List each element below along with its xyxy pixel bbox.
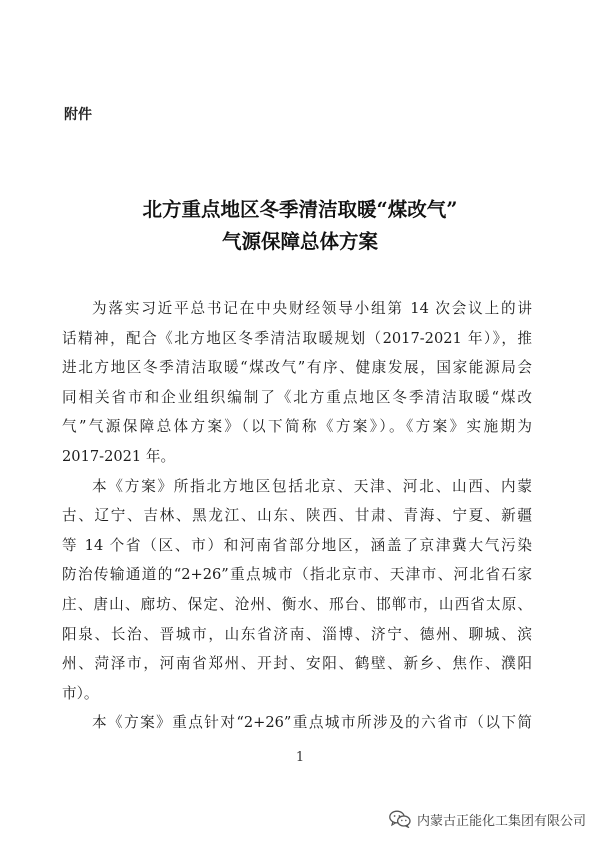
text-line: 防治传输通道的“2+26”重点城市（指北京市、天津市、河北省石家 [62,566,532,584]
title-line-1: 北方重点地区冬季清洁取暖“煤改气” [142,198,458,221]
paragraph-1 [62,294,532,472]
text-line: 话精神，配合《北方地区冬季清洁取暖规划（2017-2021 年）》，推 [62,329,532,347]
watermark [389,808,586,830]
text-line: 州、菏泽市，河南省郑州、开封、安阳、鹤壁、新乡、焦作、濮阳 [62,655,532,673]
text-line: 气”气源保障总体方案》（以下简称《方案》）。《方案》实施期为 [62,418,532,436]
text-line: 同相关省市和企业组织编制了《北方重点地区冬季清洁取暖“煤改 [62,388,532,406]
text-line: 2017-2021 年。 [62,447,176,465]
text-line: 本《方案》所指北方地区包括北京、天津、河北、山西、内蒙 [92,477,532,495]
text-line: 阳泉、长治、晋城市，山东省济南、淄博、济宁、德州、聊城、滨 [62,625,532,643]
document-body [62,294,532,738]
text-line: 本《方案》重点针对“2+26”重点城市所涉及的六省市（以下简 [92,714,532,732]
text-line: 市）。 [62,684,99,702]
page-number: 1 [295,750,305,765]
text-line: 为落实习近平总书记在中央财经领导小组第 14 次会议上的讲 [92,300,532,317]
watermark-text: 内蒙古正能化工集团有限公司 [416,813,586,829]
wechat-icon [389,810,411,828]
paragraph-2 [62,472,532,709]
text-line: 庄、唐山、廊坊、保定、沧州、衡水、邢台、邯郸市，山西省太原、 [62,595,532,613]
document-title [0,194,600,258]
title-line-2: 气源保障总体方案 [221,230,378,253]
paragraph-3 [62,708,532,738]
text-line: 等 14 个省（区、市）和河南省部分地区，涵盖了京津冀大气污染 [62,536,532,554]
attachment-label: 附件 [64,107,92,123]
text-line: 进北方地区冬季清洁取暖“煤改气”有序、健康发展，国家能源局会 [62,359,532,377]
text-line: 古、辽宁、吉林、黑龙江、山东、陕西、甘肃、青海、宁夏、新疆 [62,507,532,525]
